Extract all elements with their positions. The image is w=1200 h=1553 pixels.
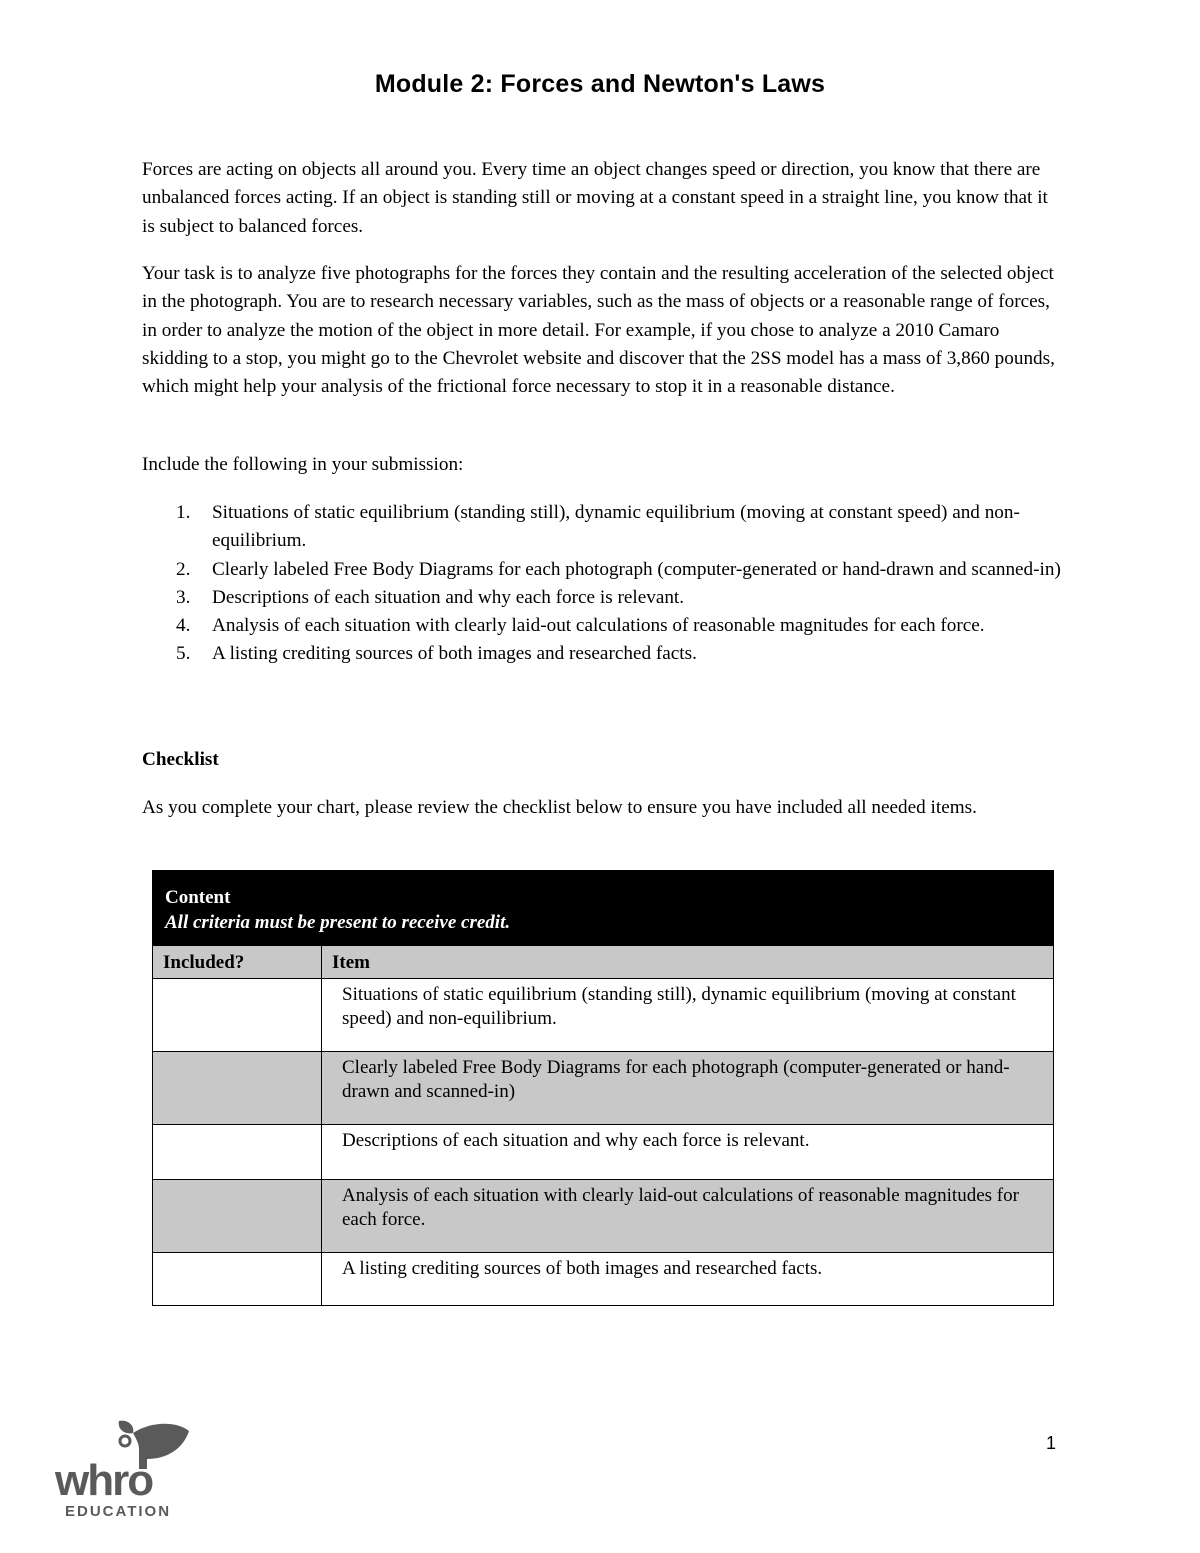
table-header-subtitle: All criteria must be present to receive credit. bbox=[165, 912, 511, 933]
list-number: 5. bbox=[176, 643, 191, 665]
whro-education-logo bbox=[55, 1415, 195, 1520]
included-cell[interactable] bbox=[153, 1253, 322, 1306]
checklist-table bbox=[152, 870, 1054, 1306]
list-number: 4. bbox=[176, 615, 191, 637]
intro-paragraph: Forces are acting on objects all around you. Every time an object changes speed or direction, you know that there are unbalanced forces acting. If an object is standing still or moving at a constant speed in a straight line, you know that it is subject to balanced forces. bbox=[142, 159, 1048, 237]
list-number: 2. bbox=[176, 558, 191, 580]
included-cell[interactable] bbox=[153, 1180, 322, 1253]
list-item bbox=[142, 556, 1062, 584]
included-cell[interactable] bbox=[153, 979, 322, 1052]
list-item-text: Analysis of each situation with clearly laid-out calculations of reasonable magnitudes for each force. bbox=[212, 615, 985, 637]
table-row bbox=[153, 979, 1054, 1052]
item-cell: Descriptions of each situation and why each force is relevant. bbox=[322, 1125, 1054, 1180]
list-item bbox=[142, 640, 1062, 668]
table-row bbox=[153, 1125, 1054, 1180]
item-cell: A listing crediting sources of both images and researched facts. bbox=[322, 1253, 1054, 1306]
list-item bbox=[142, 612, 1062, 640]
included-cell[interactable] bbox=[153, 1125, 322, 1180]
sprout-icon bbox=[119, 1421, 134, 1434]
logo-wordmark: whro bbox=[55, 1456, 153, 1505]
logo-tagline: EDUCATION bbox=[65, 1503, 172, 1520]
item-cell: Analysis of each situation with clearly laid-out calculations of reasonable magnitudes for each force. bbox=[322, 1180, 1054, 1253]
checklist-heading: Checklist bbox=[142, 749, 219, 770]
table-row bbox=[153, 1180, 1054, 1253]
page-number: 1 bbox=[1046, 1433, 1057, 1453]
item-cell: Situations of static equilibrium (standing still), dynamic equilibrium (moving at constant speed) and non-equilibrium. bbox=[322, 979, 1054, 1052]
list-number: 3. bbox=[176, 586, 191, 608]
column-header-item: Item bbox=[322, 946, 1054, 979]
list-item-text: A listing crediting sources of both images and researched facts. bbox=[212, 643, 697, 665]
list-item-text: Descriptions of each situation and why each force is relevant. bbox=[212, 586, 685, 608]
list-item bbox=[142, 499, 1062, 556]
included-cell[interactable] bbox=[153, 1052, 322, 1125]
submission-list bbox=[142, 499, 1062, 669]
list-item-text: Clearly labeled Free Body Diagrams for each photograph (computer-generated or hand-drawn and scanned-in) bbox=[212, 558, 1061, 580]
list-number: 1. bbox=[176, 502, 191, 523]
table-row bbox=[153, 1052, 1054, 1125]
page-title: Module 2: Forces and Newton's Laws bbox=[374, 70, 826, 98]
table-header-title: Content bbox=[165, 887, 231, 908]
table-header bbox=[153, 871, 1054, 946]
dot-icon bbox=[120, 1436, 130, 1446]
checklist-intro: As you complete your chart, please review the checklist below to ensure you have included all needed items. bbox=[142, 797, 977, 818]
list-item bbox=[142, 584, 1062, 612]
list-item-text: Situations of static equilibrium (standing still), dynamic equilibrium (moving at constant speed) and non-equilibrium. bbox=[212, 502, 1020, 552]
table-row bbox=[153, 1253, 1054, 1306]
submission-intro: Include the following in your submission: bbox=[142, 454, 464, 475]
task-paragraph: Your task is to analyze five photographs for the forces they contain and the resulting acceleration of the selected object in the photograph. You are to research necessary variables, such as the mass of objects or a reasonable range of forces, in order to analyze the motion of the object in more detail. For example, if you chose to analyze a 2010 Camaro skidding to a stop, you might go to the Chevrolet website and discover that the 2SS model has a mass of 3,860 pounds, which might help your analysis of the frictional force necessary to stop it in a reasonable distance. bbox=[142, 263, 1055, 398]
item-cell: Clearly labeled Free Body Diagrams for each photograph (computer-generated or hand-drawn and scanned-in) bbox=[322, 1052, 1054, 1125]
column-header-included: Included? bbox=[153, 946, 322, 979]
